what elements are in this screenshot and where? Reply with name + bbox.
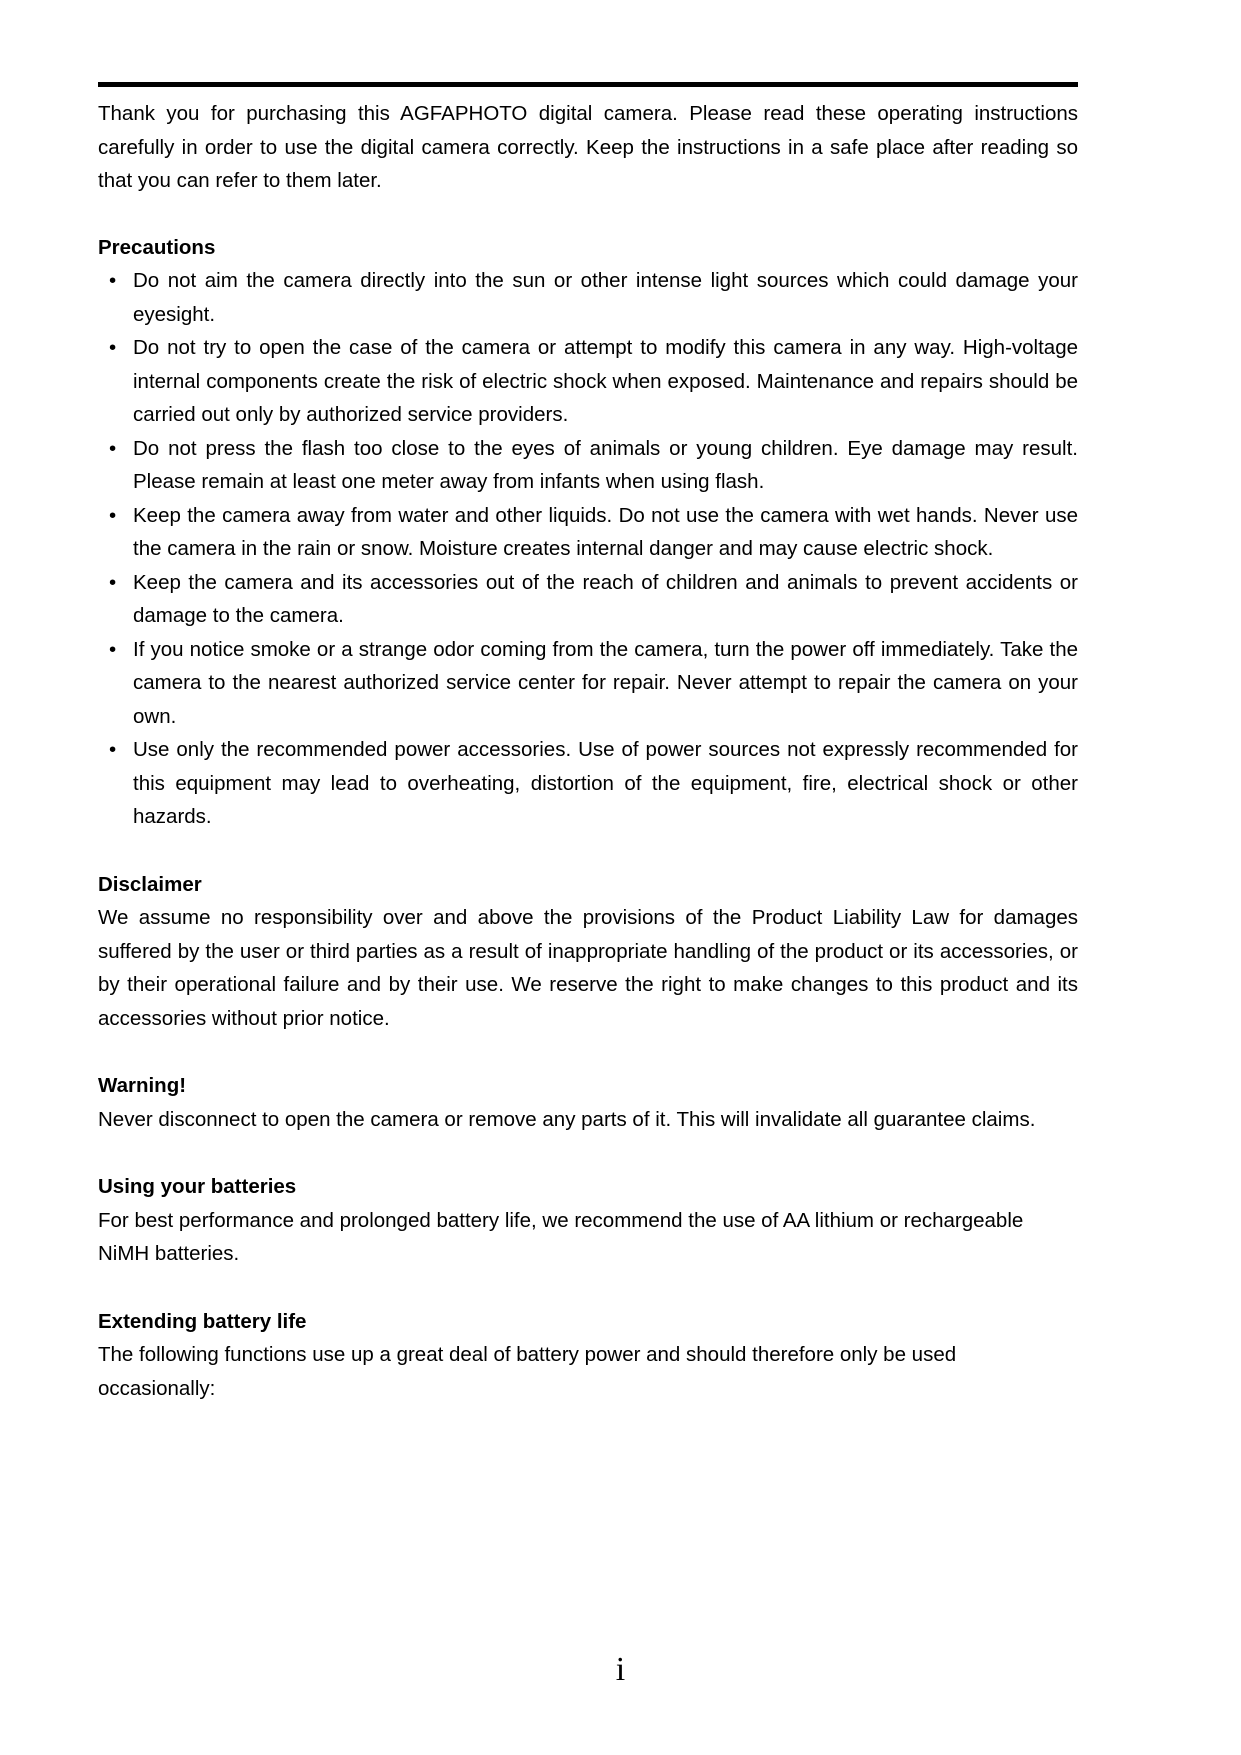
section-heading-warning: Warning! (98, 1074, 187, 1097)
warning-body: Never disconnect to open the camera or remove any parts of it. This will invalidate all guarantee claims. (98, 1107, 1036, 1131)
spacer (98, 1271, 1078, 1305)
section-heading-precautions: Precautions (98, 235, 216, 259)
list-item: • Keep the camera away from water and other liquids. Do not use the camera with wet hands. Never use the camera in the rain or snow. Moisture creates internal danger and may cause electric shock. (98, 499, 1078, 566)
precautions-list (98, 264, 1078, 834)
page-content (98, 82, 1078, 1405)
list-item: • Do not aim the camera directly into the sun or other intense light sources which could damage your eyesight. (98, 264, 1078, 331)
list-item: • Do not try to open the case of the camera or attempt to modify this camera in any way. High-voltage internal components create the risk of electric shock when exposed. Maintenance and repairs should be carried out only by authorized service providers. (98, 331, 1078, 432)
extending-battery-body: The following functions use up a great deal of battery power and should therefore only be used occasionally: (98, 1343, 957, 1400)
page-number: i (615, 1651, 626, 1688)
list-item: • Keep the camera and its accessories out of the reach of children and animals to prevent accidents or damage to the camera. (98, 566, 1078, 633)
spacer (98, 1136, 1078, 1170)
header-rule (98, 82, 1078, 87)
disclaimer-body: We assume no responsibility over and above the provisions of the Product Liability Law for damages suffered by the user or third parties as a result of inappropriate handling of the product or its accessories, or by their operational failure and by their use. We reserve the right to make changes to this product and its accessories without prior notice. (98, 906, 1078, 1030)
intro-paragraph: Thank you for purchasing this AGFAPHOTO digital camera. Please read these operating instructions carefully in order to use the digital camera correctly. Keep the instructions in a safe place after reading so that you can refer to them later. (98, 102, 1078, 192)
spacer (98, 834, 1078, 868)
list-item: • If you notice smoke or a strange odor coming from the camera, turn the power off immediately. Take the camera to the nearest authorized service center for repair. Never attempt to repair the camera on your own. (98, 633, 1078, 734)
list-item: • Use only the recommended power accessories. Use of power sources not expressly recommended for this equipment may lead to overheating, distortion of the equipment, fire, electrical shock or other hazards. (98, 733, 1078, 834)
list-item: • Do not press the flash too close to the eyes of animals or young children. Eye damage may result. Please remain at least one meter away from infants when using flash. (98, 432, 1078, 499)
using-batteries-body: For best performance and prolonged battery life, we recommend the use of AA lithium or rechargeable NiMH batteries. (98, 1208, 1024, 1265)
spacer (98, 198, 1078, 231)
section-heading-disclaimer: Disclaimer (98, 872, 202, 896)
section-heading-using-your-batteries: Using your batteries (98, 1175, 297, 1198)
spacer (98, 1035, 1078, 1069)
section-heading-extending-battery-life: Extending battery life (98, 1309, 307, 1333)
